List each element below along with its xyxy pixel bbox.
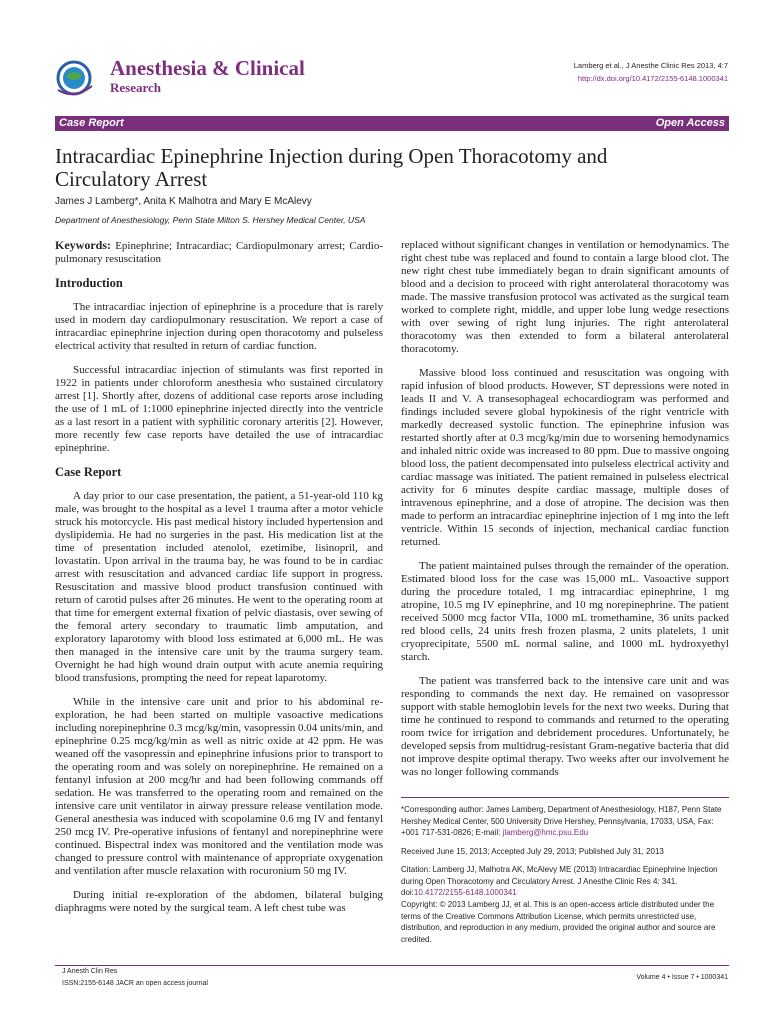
footer-divider xyxy=(55,965,729,966)
footer-journal-abbrev: J Anesth Clin Res xyxy=(62,968,118,975)
paragraph: The patient was transferred back to the intensive care unit and was responding to commands the next day. He remained on vasopressor support with stable hemoglobin levels for the next two weeks. During that time he continued to respond to commands and returned to the operating room twice for irrigation and debridement procedures. Unfortunately, he developed sepsis from multidrug-resistant Gram-negative bacteria that did not improve despite optimal therapy. Two weeks after our involvement he was no longer following commands xyxy=(401,675,729,778)
doi-link[interactable]: http://dx.doi.org/10.4172/2155-6148.1000341 xyxy=(577,74,728,83)
article-title: Intracardiac Epinephrine Injection during Open Thoracotomy and Circulatory Arrest xyxy=(55,144,608,191)
right-column xyxy=(401,239,729,790)
article-dates: Received June 15, 2013; Accepted July 29, 2013; Published July 31, 2013 xyxy=(401,847,664,856)
copyright-note: Copyright: © 2013 Lamberg JJ, et al. This is an open-access article distributed under the terms of the Creative Commons Attribution License, which permits unrestricted use, distribution, and reproduction in any medium, provided the original author and source are credited. xyxy=(401,900,716,944)
corresponding-author-note xyxy=(401,804,729,839)
left-column xyxy=(55,239,383,926)
citation-block xyxy=(574,59,728,85)
paragraph: The patient maintained pulses through the remainder of the operation. Estimated blood loss for the case was 15,000 mL. Vasoactive support during the procedure totaled, 1 mg intracardiac epinephrine, 1 mg atropine, 10.5 mg IV epinephrine, and 10 mg norepinephrine. The patient received 5000 mcg factor VIIa, 1000 mL tromethamine, 36 units packed red blood cells, 24 units fresh frozen plasma, 2 units platelets, 1 unit cryoprecipitate, 5500 mL normal saline, and 1000 mL hydroxyethyl starch. xyxy=(401,560,729,663)
section-heading-case-report: Case Report xyxy=(55,465,122,479)
footer-issn: ISSN:2155-6148 JACR an open access journal xyxy=(62,980,208,987)
citation-doi-link[interactable]: 10.4172/2155-6148.1000341 xyxy=(413,888,517,897)
keywords-text: Epinephrine; Intracardiac; Cardiopulmonary arrest; Cardio-pulmonary resuscitation xyxy=(55,240,383,265)
article-type-banner xyxy=(55,116,729,131)
journal-title: Anesthesia & Clinical xyxy=(110,56,305,80)
paragraph: Massive blood loss continued and resuscitation was ongoing with rapid infusion of blood products. However, ST depressions were noted in leads II and V. A transesophageal echocardiogram was performed and findings included severe global hypokinesis of the right ventricle with markedly decreased systolic function. The epinephrine infusion was restarted shortly after at 0.3 mcg/kg/min due to worsening hemodynamics and inhaled nitric oxide was increased to 80 ppm. Due to massive ongoing blood loss, the patient decompensated into pulseless electrical activity and cardiac massage was initiated. The patient remained in pulseless electrical activity for 6 minutes despite cardiac massage, multiple doses of intravenous epinephrine, and a dose of atropine. The decision was then made to perform an intracardiac epinephrine injection of 1 mg into the left ventricle. Within 15 seconds of injection, mechanical cardiac function returned. xyxy=(401,367,729,548)
footer-volume: Volume 4 • Issue 7 • 1000341 xyxy=(636,974,728,981)
keywords-label: Keywords: xyxy=(55,238,111,252)
article-type-label: Case Report xyxy=(59,117,124,129)
keywords xyxy=(55,239,383,266)
journal-logo-icon xyxy=(52,56,102,100)
paragraph: Successful intracardiac injection of stimulants was first reported in 1922 in patients under chloroform anesthesia who sustained circulatory arrest [1]. Shortly after, dozens of additional case reports arose including the use of 1 mL of 1:1000 epinephrine injected directly into the ventricle as a last resort in a patient with syphilitic coronary arteritis [2]. However, more recently few case reports have detailed the use of intracardiac epinephrine. xyxy=(55,364,383,454)
paragraph: During initial re-exploration of the abdomen, bilateral bulging diaphragms were noted by the surgical team. A left chest tube was xyxy=(55,889,383,914)
paragraph: replaced without significant changes in ventilation or hemodynamics. The right chest tube was replaced and found to contain a large blood clot. The new right chest tube immediately began to drain significant amounts of blood and a decision to proceed with right anterolateral thoracotomy was made. The massive transfusion protocol was activated as the surgical team worked to complete right, middle, and upper lobe lung wedge resections with over sewing of right lung injuries. The right anterolateral thoracotomy was then extended to form a bilateral anterolateral thoracotomy. xyxy=(401,239,729,355)
author-list: James J Lamberg*, Anita K Malhotra and Mary E McAlevy xyxy=(55,196,312,207)
affiliation: Department of Anesthesiology, Penn State Milton S. Hershey Medical Center, USA xyxy=(55,215,366,225)
paragraph: The intracardiac injection of epinephrine is a procedure that is rarely used in modern day cardiopulmonary resuscitation. We report a case of intracardiac epinephrine injection during open thoracotomy and pulseless electrical activity that resulted in return of cardiac function. xyxy=(55,301,383,352)
email-link[interactable]: jlamberg@hmc.psu.Edu xyxy=(502,828,589,837)
notes-divider xyxy=(401,797,729,798)
corresponding-author-text: *Corresponding author: James Lamberg, Department of Anesthesiology, H187, Penn State Hershey Medical Center, 500 University Drive Hershey, Pennsylvania, 17033, USA, Fax: +001 717-531-0826; E-mail: xyxy=(401,805,722,837)
citation-note xyxy=(401,864,729,899)
section-heading-introduction: Introduction xyxy=(55,276,123,290)
citation-line: Lamberg et al., J Anesthe Clinic Res 2013, 4:7 xyxy=(573,61,728,70)
citation-text: Citation: Lamberg JJ, Malhotra AK, McAlevy ME (2013) Intracardiac Epinephrine Injection during Open Thoracotomy and Circulatory Arrest. J Anesthe Clinic Res 4: 341. doi: xyxy=(401,865,718,897)
paragraph: A day prior to our case presentation, the patient, a 51-year-old 110 kg male, was brought to the hospital as a level 1 trauma after a motor vehicle struck his motorcycle. His past medical history included hypertension and dyslipidemia. He had no surgeries in the past. His medication list at the time of presentation included atenolol, ezetimibe, lisinopril, and lovastatin. Upon arrival in the trauma bay, he was found to be in cardiac arrest with resuscitation and advanced cardiac life support in progress. Resuscitation and massive blood product transfusion continued with return of carotid pulses after 26 minutes. He went to the operating room at that time for emergent external fixation of pelvic diastasis, over sewing of the femoral artery secondary to traumatic limb amputation, and exploratory laparotomy with blood loss estimated at 6,000 mL. He was then managed in the intensive care unit by the trauma surgery team. Overnight he had high wound drain output with acute anemia requiring blood transfusions, prompting the need for repeat laparotomy. xyxy=(55,490,383,684)
paragraph: While in the intensive care unit and prior to his abdominal re-exploration, he had been started on multiple vasoactive medications including norepinephrine 0.3 mcg/kg/min, vasopressin 0.04 units/min, and epinephrine 0.25 mcg/kg/min as well as nitric oxide at 42 ppm. He was weaned off the vasopressin and epinephrine infusions prior to transport to the operating room and was solely on norepinephrine. He remained on a fentanyl infusion at 200 mcg/hr and had been following commands off sedation. He was transferred to the operating room and remained on the intensive care unit ventilator in airway pressure release ventilation mode. General anesthesia was induced with scopolamine 0.6 mg IV and fentanyl 250 mcg IV. Pre-operative infusions of fentanyl and norepinephrine were continued. Bispectral index was monitored and the ventilation mode was changed to pressure control with maintenance of appropriate oxygenation and ventilation after muscle relaxation with rocuronium 50 mg IV. xyxy=(55,696,383,877)
journal-subtitle: Research xyxy=(110,80,162,95)
open-access-label: Open Access xyxy=(655,117,725,129)
